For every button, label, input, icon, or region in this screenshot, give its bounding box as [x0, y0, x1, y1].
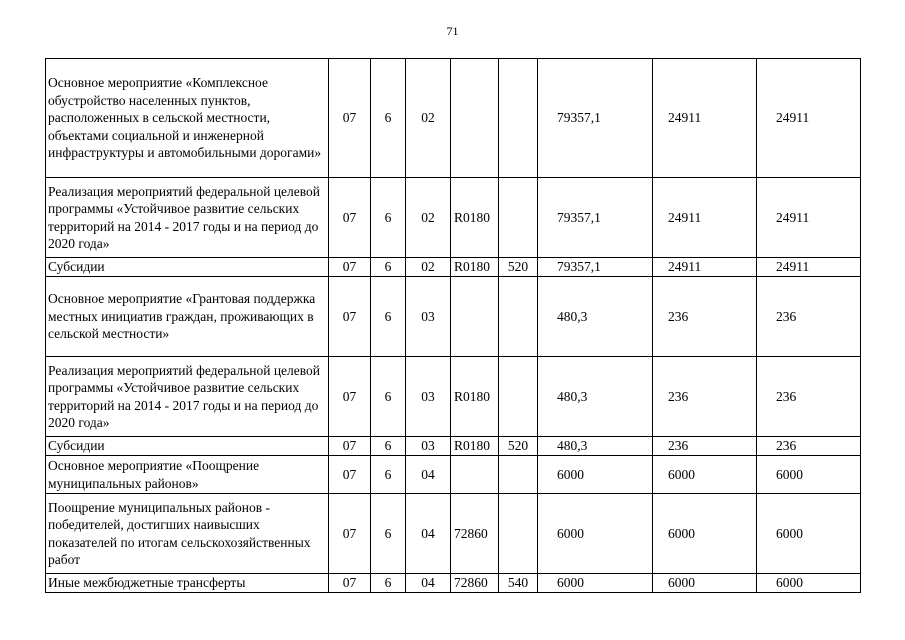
expense-direction-cell [451, 59, 499, 178]
event-code-cell: 02 [406, 258, 451, 277]
expense-type-cell [499, 456, 538, 494]
amount-year2-cell: 24911 [653, 258, 757, 277]
row-name-cell: Реализация мероприятий федеральной целевой программы «Устойчивое развитие сельских территорий на 2014 - 2017 годы и на период до 2020 года» [46, 357, 329, 437]
row-name-cell: Основное мероприятие «Комплексное обустройство населенных пунктов, расположенных в сельской местности, объектами социальной и инженерной инфраструктуры и автомобильными дорогами» [46, 59, 329, 178]
amount-year2-cell: 24911 [653, 59, 757, 178]
table-row [46, 357, 861, 437]
expense-type-cell [499, 494, 538, 574]
amount-year3-cell: 6000 [757, 574, 861, 593]
subprogram-code-cell: 6 [371, 277, 406, 357]
section-code-cell: 07 [329, 456, 371, 494]
row-name-cell: Субсидии [46, 437, 329, 456]
row-name-cell: Основное мероприятие «Поощрение муниципальных районов» [46, 456, 329, 494]
event-code-cell: 04 [406, 574, 451, 593]
table-body [46, 59, 861, 593]
expense-direction-cell: R0180 [451, 437, 499, 456]
subprogram-code-cell: 6 [371, 437, 406, 456]
amount-year3-cell: 236 [757, 357, 861, 437]
subprogram-code-cell: 6 [371, 59, 406, 178]
subprogram-code-cell: 6 [371, 574, 406, 593]
amount-year2-cell: 6000 [653, 456, 757, 494]
row-name-cell: Субсидии [46, 258, 329, 277]
section-code-cell: 07 [329, 59, 371, 178]
amount-year1-cell: 6000 [538, 494, 653, 574]
amount-year1-cell: 79357,1 [538, 59, 653, 178]
amount-year2-cell: 24911 [653, 178, 757, 258]
table-row [46, 178, 861, 258]
expense-direction-cell [451, 456, 499, 494]
table-row [46, 277, 861, 357]
section-code-cell: 07 [329, 178, 371, 258]
amount-year1-cell: 480,3 [538, 277, 653, 357]
event-code-cell: 03 [406, 277, 451, 357]
amount-year2-cell: 236 [653, 277, 757, 357]
expense-direction-cell: R0180 [451, 357, 499, 437]
table-row [46, 59, 861, 178]
amount-year1-cell: 480,3 [538, 437, 653, 456]
amount-year2-cell: 236 [653, 437, 757, 456]
subprogram-code-cell: 6 [371, 494, 406, 574]
expense-type-cell: 540 [499, 574, 538, 593]
expense-type-cell: 520 [499, 258, 538, 277]
section-code-cell: 07 [329, 494, 371, 574]
amount-year2-cell: 6000 [653, 494, 757, 574]
amount-year1-cell: 6000 [538, 574, 653, 593]
subprogram-code-cell: 6 [371, 258, 406, 277]
amount-year2-cell: 6000 [653, 574, 757, 593]
expense-direction-cell [451, 277, 499, 357]
row-name-cell: Реализация мероприятий федеральной целевой программы «Устойчивое развитие сельских территорий на 2014 - 2017 годы и на период до 2020 года» [46, 178, 329, 258]
subprogram-code-cell: 6 [371, 178, 406, 258]
expense-type-cell [499, 277, 538, 357]
table-row [46, 437, 861, 456]
amount-year1-cell: 6000 [538, 456, 653, 494]
event-code-cell: 04 [406, 494, 451, 574]
expense-direction-cell: R0180 [451, 258, 499, 277]
amount-year3-cell: 24911 [757, 258, 861, 277]
page-number: 71 [446, 24, 459, 38]
section-code-cell: 07 [329, 277, 371, 357]
row-name-cell: Поощрение муниципальных районов - победителей, достигших наивысших показателей по итогам сельскохозяйственных работ [46, 494, 329, 574]
expense-type-cell [499, 357, 538, 437]
amount-year3-cell: 6000 [757, 494, 861, 574]
table-row [46, 494, 861, 574]
section-code-cell: 07 [329, 258, 371, 277]
expense-type-cell: 520 [499, 437, 538, 456]
section-code-cell: 07 [329, 437, 371, 456]
event-code-cell: 03 [406, 437, 451, 456]
table-row [46, 456, 861, 494]
event-code-cell: 02 [406, 178, 451, 258]
amount-year1-cell: 480,3 [538, 357, 653, 437]
table-row [46, 574, 861, 593]
subprogram-code-cell: 6 [371, 456, 406, 494]
table-row [46, 258, 861, 277]
section-code-cell: 07 [329, 574, 371, 593]
amount-year3-cell: 236 [757, 277, 861, 357]
amount-year3-cell: 236 [757, 437, 861, 456]
row-name-cell: Основное мероприятие «Грантовая поддержка местных инициатив граждан, проживающих в сельской местности» [46, 277, 329, 357]
subprogram-code-cell: 6 [371, 357, 406, 437]
amount-year2-cell: 236 [653, 357, 757, 437]
budget-table [45, 58, 861, 593]
amount-year3-cell: 24911 [757, 178, 861, 258]
amount-year1-cell: 79357,1 [538, 258, 653, 277]
section-code-cell: 07 [329, 357, 371, 437]
amount-year1-cell: 79357,1 [538, 178, 653, 258]
expense-type-cell [499, 178, 538, 258]
row-name-cell: Иные межбюджетные трансферты [46, 574, 329, 593]
expense-direction-cell: 72860 [451, 574, 499, 593]
event-code-cell: 04 [406, 456, 451, 494]
expense-direction-cell: R0180 [451, 178, 499, 258]
event-code-cell: 03 [406, 357, 451, 437]
amount-year3-cell: 6000 [757, 456, 861, 494]
amount-year3-cell: 24911 [757, 59, 861, 178]
event-code-cell: 02 [406, 59, 451, 178]
expense-type-cell [499, 59, 538, 178]
expense-direction-cell: 72860 [451, 494, 499, 574]
